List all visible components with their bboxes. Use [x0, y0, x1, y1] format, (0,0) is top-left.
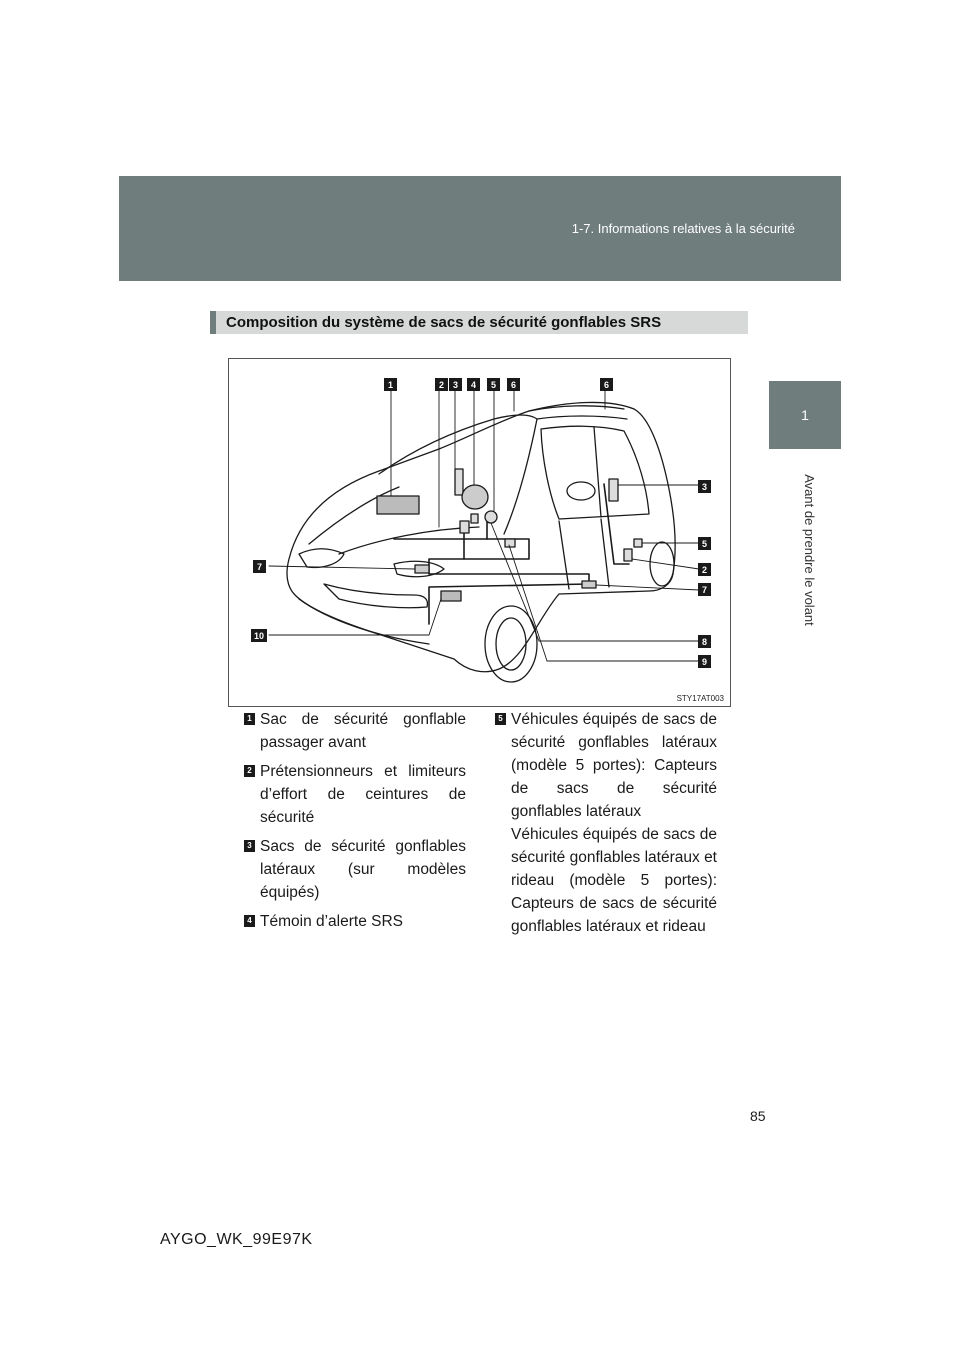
- section-title: Composition du système de sacs de sécurité gonflables SRS: [210, 311, 748, 334]
- callout-label: 6: [510, 380, 517, 390]
- airbag-system-figure: [228, 358, 731, 707]
- callout-label: 8: [701, 637, 708, 647]
- callout-label: 10: [253, 631, 265, 641]
- callout-label: 9: [701, 657, 708, 667]
- page-number: 85: [750, 1108, 766, 1124]
- car-diagram: [229, 359, 730, 706]
- callout-label: 3: [701, 482, 708, 492]
- chapter-tab: 1: [769, 381, 841, 449]
- legend-number-badge: 3: [244, 840, 255, 852]
- callout-label: 5: [701, 539, 708, 549]
- callout-label: 3: [452, 380, 459, 390]
- legend-text: Témoin d’alerte SRS: [260, 913, 404, 930]
- callout-label: 4: [470, 380, 477, 390]
- legend-text: Sacs de sécurité gonflables latéraux (sur modèles équipés): [260, 838, 466, 901]
- legend-subnote: Véhicules équipés de sacs de sécurité gonflables latéraux et rideau (modèle 5 portes): Capteurs de sacs de sécurité gonflables latéraux et rideau: [511, 826, 717, 935]
- legend-column-right: [495, 708, 717, 944]
- callout-label: 6: [603, 380, 610, 390]
- legend-item: [244, 835, 466, 904]
- chapter-label: Avant de prendre le volant: [802, 474, 817, 626]
- legend-item: [244, 760, 466, 829]
- legend-item: [495, 708, 717, 938]
- section-header: 1-7. Informations relatives à la sécurité: [571, 221, 795, 236]
- legend-item: [244, 910, 466, 933]
- legend-number-badge: 4: [244, 915, 255, 927]
- legend-text: Prétensionneurs et limiteurs d’effort de ceintures de sécurité: [260, 763, 466, 826]
- legend-text: Véhicules équipés de sacs de sécurité gonflables latéraux (modèle 5 portes): Capteurs de sacs de sécurité gonflables latéraux: [511, 711, 717, 820]
- callout-label: 1: [387, 380, 394, 390]
- callout-label: 5: [490, 380, 497, 390]
- document-code: AYGO_WK_99E97K: [160, 1231, 313, 1248]
- legend-text: Sac de sécurité gonflable passager avant: [260, 711, 466, 751]
- legend-number-badge: 1: [244, 713, 255, 725]
- legend-number-badge: 2: [244, 765, 255, 777]
- header-band: [119, 176, 841, 281]
- callout-label: 7: [256, 562, 263, 572]
- callout-label: 7: [701, 585, 708, 595]
- legend-item: [244, 708, 466, 754]
- callout-label: 2: [438, 380, 445, 390]
- figure-code: STY17AT003: [676, 694, 724, 703]
- legend-column-left: [244, 708, 466, 939]
- callout-label: 2: [701, 565, 708, 575]
- legend-number-badge: 5: [495, 713, 506, 725]
